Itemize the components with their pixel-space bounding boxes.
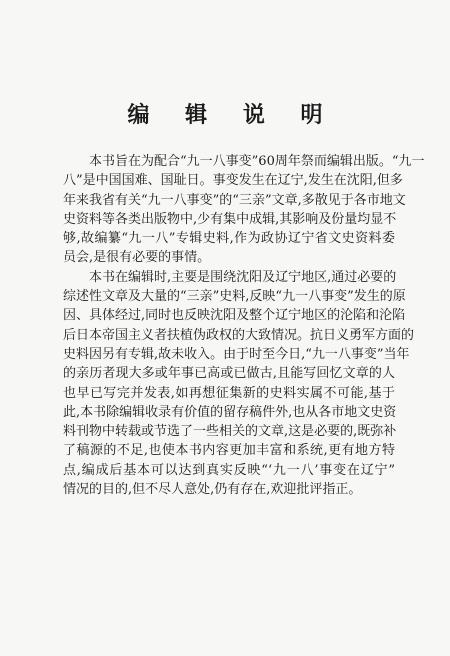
text-line: 点,编成后基本可以达到真实反映“‘九一八’事变在辽宁”	[63, 462, 395, 478]
text-line: 本书旨在为配合“九一八事变”60周年祭而编辑出版。“九一	[89, 154, 425, 169]
text-line: 年来我省有关“九一八事变”的“三亲”文章,多散见于各市地文	[63, 192, 406, 208]
text-line: 情况的目的,但不尽人意处,仍有存在,欢迎批评指正。	[63, 482, 362, 498]
text-line: 的亲历者现大多或年事已高或已做古,且能写回忆文章的人	[63, 366, 395, 382]
text-line: 够,故编纂“九一八”专辑史料,作为政协辽宁省文史资料委	[63, 231, 395, 247]
text-line: 也早已写完并发表,如再想征集新的史料实属不可能,基于	[63, 385, 395, 401]
page-title: 编 辑 说 明	[127, 102, 337, 128]
text-line: 后日本帝国主义者扶植伪政权的大致情况。抗日义勇军方面的	[63, 327, 415, 343]
text-line: 料刊物中转载或节选了一些相关的文章,这是必要的,既弥补	[63, 424, 397, 440]
text-line: 史资料等各类出版物中,少有集中成辑,其影响及份量均显不	[63, 211, 397, 227]
text-line: 因、具体经过,同时也反映沈阳及整个辽宁地区的沦陷和沦陷	[63, 308, 406, 324]
text-line: 本书在编辑时,主要是围绕沈阳及辽宁地区,通过必要的	[89, 269, 397, 285]
text-line: 此,本书除编辑收录有价值的留存稿件外,也从各市地文史资	[63, 404, 397, 420]
text-line: 史料因另有专辑,故未收入。由于时至今日,“九一八事变”当年	[63, 346, 410, 362]
text-line: 员会,是很有必要的事情。	[63, 250, 211, 266]
text-line: 综述性文章及大量的“三亲”史料,反映“九一八事变”发生的原	[63, 289, 406, 305]
text-line: 八”是中国国难、国耻日。事变发生在辽宁,发生在沈阳,但多	[63, 173, 403, 189]
document-body	[63, 152, 425, 499]
text-line: 了稿源的不足,也使本书内容更加丰富和系统,更有地方特	[63, 443, 395, 459]
